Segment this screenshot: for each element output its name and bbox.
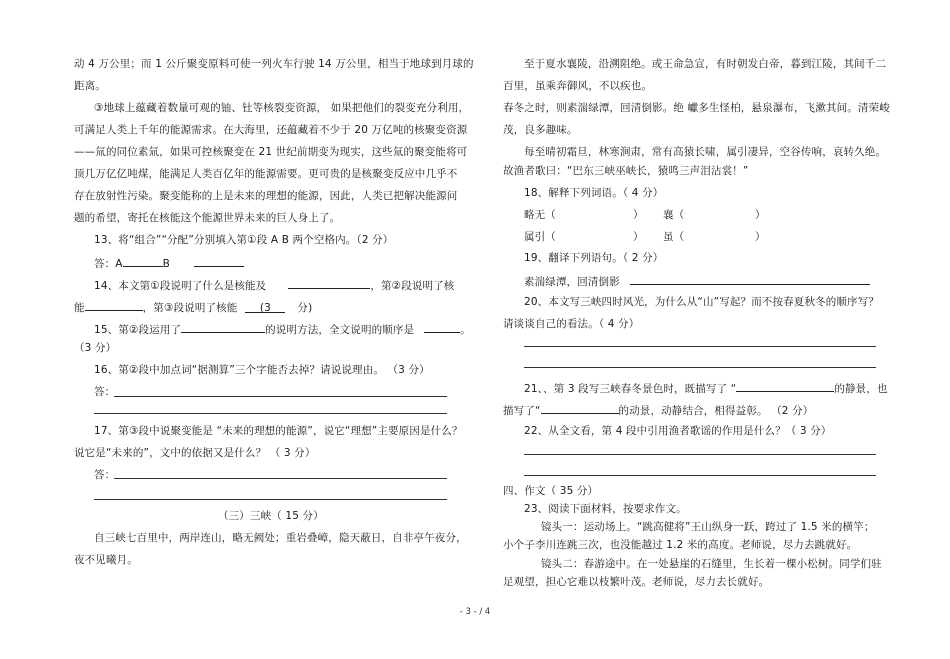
vocab-close: ） (755, 231, 766, 243)
text-line: 至于夏水襄陵，沿溯阻绝。或王命急宣，有时朝发白帝，暮到江陵，其间千二 (524, 58, 887, 70)
question-18: 18、解释下列词语。（ 4 分） (524, 187, 664, 199)
blank[interactable] (288, 277, 370, 289)
vocab-item: 襄（ (663, 209, 685, 221)
blank[interactable] (541, 402, 619, 414)
answer-line[interactable] (114, 478, 447, 479)
question-16: 16、第②段中加点词“据测算”三个字能否去掉？请说说理由。 （3 分） (94, 364, 430, 376)
text-line: 小个子李川连跳三次，也没能越过 1.2 米的高度。老师说，尽力去跳就好。 (503, 539, 858, 551)
text-line: 可满足人类上千年的能源需求。在大海里，还蕴藏着不少于 20 万亿吨的核聚变资源 (74, 124, 468, 136)
blank-a[interactable] (123, 255, 163, 267)
text-line: 每至晴初霜旦，林寒涧肃，常有高猿长啸，属引凄异，空谷传响，哀转久绝。 (524, 146, 887, 158)
blank[interactable] (736, 380, 834, 392)
vocab-item: 属引（ (524, 231, 556, 243)
vocab-close: ） (633, 209, 644, 221)
text-line: 自三峡七百里中，两岸连山，略无阙处；重岩叠嶂，隐天蔽日，自非亭午夜分， (94, 532, 467, 544)
answer-line[interactable] (524, 367, 876, 368)
vocab-close: ） (633, 231, 644, 243)
blank-b[interactable] (194, 255, 244, 267)
question-20: 20、本文写三峡四时风光，为什么从“山”写起？而不按春夏秋冬的顺序写？ (524, 296, 879, 308)
page-number: - 3 - / 4 (459, 607, 491, 617)
question-13: 13、将“组合”“分配”分别填入第①段 A B 两个空格内。（2 分） (94, 234, 394, 246)
answer-line[interactable] (94, 413, 447, 414)
text-line: 镜头一：运动场上。“跳高健将”王山纵身一跃，跨过了 1.5 米的横竿； (541, 521, 875, 533)
question-14-cont: 能 ，第③段说明了核能 (3 分) (74, 299, 312, 315)
section-heading: 四、作文（ 35 分） (503, 485, 599, 497)
question-19: 19、翻译下列语句。（ 2 分） (524, 252, 664, 264)
blank[interactable] (424, 321, 460, 333)
text-line: 足观望，担心它难以枝繁叶茂。老师说，尽力去长就好。 (503, 576, 770, 588)
question-23: 23、阅读下面材料，按要求作文。 (524, 503, 687, 515)
answer-line[interactable] (524, 475, 876, 476)
text-line: 存在放射性污染。聚变能称的上是未来的理想的能源，因此，人类已把解决能源问 (74, 190, 458, 202)
question-19-item: 素湍绿潭，回清倒影 (524, 273, 870, 289)
section-heading: （三）三峡（ 15 分） (218, 510, 324, 522)
text-line: 动 4 万公里；而 1 公斤聚变原料可使一列火车行驶 14 万公里，相当于地球到月球的 (74, 58, 474, 70)
answer-line[interactable] (524, 454, 876, 455)
question-21: 21、、第 3 段写三峡春冬景色时，既描写了 “ 的静景，也 (524, 380, 888, 396)
text-line: 春冬之时，则素湍绿潭，回清倒影。绝 巘多生怪柏，悬泉瀑布，飞漱其间。清荣峻 (503, 102, 890, 114)
vocab-item: 虽（ (663, 231, 685, 243)
answer-line[interactable] (524, 346, 876, 347)
question-20-cont: 请谈谈自己的看法。（ 4 分） (503, 318, 640, 330)
answer-label: 答： (94, 469, 116, 481)
question-21-cont: 描写了“ 的动景，动静结合，相得益彰。 （2 分） (503, 402, 813, 418)
question-15: 15、第②段运用了 的说明方法，全文说明的顺序是 。 (94, 321, 471, 337)
answer-label: 答： (94, 386, 116, 398)
answer-line[interactable] (114, 396, 447, 397)
blank[interactable]: (3 (245, 301, 285, 313)
text-line: ③地球上蕴藏着数量可观的铀、钍等核裂变资源， 如果把他们的裂变充分利用， (94, 102, 470, 114)
text-line: 夜不见曦月。 (74, 554, 138, 566)
question-17-cont: 说它是“未来的”，文中的依据又是什么？ （ 3 分） (74, 447, 316, 459)
question-14: 14、本文第①段说明了什么是核能及 ，第②段说明了核 (94, 277, 454, 293)
text-line: 顶几万亿亿吨煤，能满足人类百亿年的能源需要。更可贵的是核聚变反应中几乎不 (74, 168, 458, 180)
vocab-close: ） (755, 209, 766, 221)
text-line: 茂，良多趣味。 (503, 124, 578, 136)
question-22: 22、从全文看，第 4 段中引用渔者歌谣的作用是什么？（ 3 分） (524, 425, 832, 437)
text-line: 题的希望，寄托在核能这个能源世界未来的巨人身上了。 (74, 212, 341, 224)
text-line: 百里，虽乘奔御风，不以疾也。 (503, 80, 653, 92)
answer-13: 答：A B (94, 255, 244, 271)
blank[interactable] (630, 273, 870, 285)
blank[interactable] (181, 321, 265, 333)
vocab-item: 略无（ (524, 209, 556, 221)
text-line: 镜头二：春游途中。在一处悬崖的石缝里，生长着一棵小松树。同学们驻 (541, 558, 882, 570)
text-line: 距离。 (74, 80, 106, 92)
answer-line[interactable] (94, 499, 447, 500)
text-line: 故渔者歌曰：“巴东三峡巫峡长，猿鸣三声泪沾裳！” (503, 165, 749, 177)
blank[interactable] (85, 299, 143, 311)
question-15-score: （3 分） (74, 342, 117, 354)
text-line: ——氚的同位素氚，如果可控核聚变在 21 世纪前期变为现实，这些氚的聚变能将可 (74, 146, 468, 158)
question-17: 17、第③段中说聚变能是 “未来的理想的能源”，说它“理想”主要原因是什么？ (94, 425, 463, 437)
